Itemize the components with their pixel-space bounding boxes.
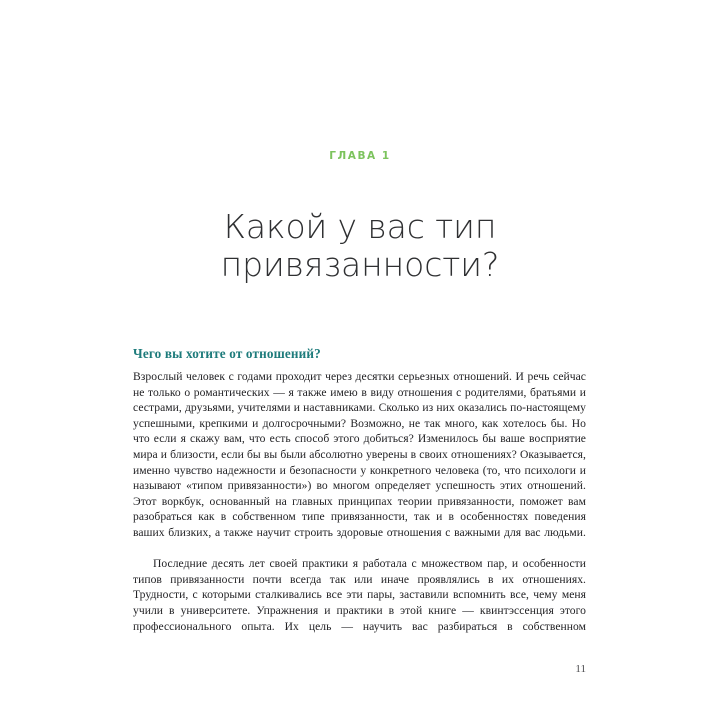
body-text-block xyxy=(133,369,586,650)
page-title xyxy=(60,208,660,284)
section-heading: Чего вы хотите от отношений? xyxy=(133,345,321,361)
body-paragraph-2: Последние десять лет своей практики я работала с множеством пар, и особенности типов привязанности почти всегда так или иначе проявлялись в их отношениях. Трудности, с которыми сталкивались все эти пары, заставили вспомнить все, чему меня учили в университете. Упражнения и практики в этой книге — квинтэссенция этого профессионального опыта. Их цель — научить вас разбираться в собственном xyxy=(133,557,586,633)
page-number: 11 xyxy=(575,663,586,675)
chapter-title-line-1: Какой у вас тип xyxy=(223,207,497,247)
chapter-title-line-2: привязанности? xyxy=(220,245,500,285)
chapter-eyebrow-label: ГЛАВА 1 xyxy=(329,150,391,162)
body-paragraph-1: Взрослый человек с годами проходит через десятки серьезных отношений. И речь сейчас не только о романтических — я также имею в виду отношения с родителями, братьями и сестрами, друзьями, учителями и наставниками. Сколько из них оказались по-настоящему успешными, крепкими и долгосрочными? Возможно, не так много, как хотелось бы. Но что если я скажу вам, что есть способ этого добиться? Изменилось бы ваше восприятие мира и близости, если бы вы были абсолютно уверены в своих отношениях? Оказывается, именно чувство надежности и безопасности у конкретного человека (то, что психологи и называют «типом привязанности») во многом определяет успешность этих отношений. Этот воркбук, основанный на главных принципах теории привязанности, поможет вам разобраться как в собственном типе привязанности, так и в особенностях поведения ваших близких, а также научит строить здоровые отношения с важными для вас людьми. xyxy=(133,370,586,539)
